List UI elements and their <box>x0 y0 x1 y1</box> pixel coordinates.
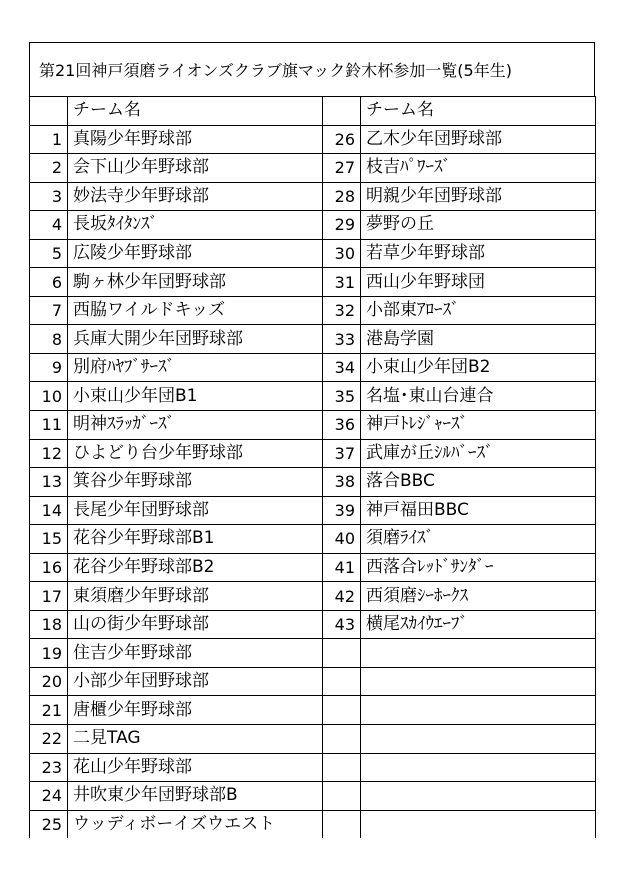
table-row <box>30 525 596 554</box>
table-row <box>30 296 596 325</box>
table-row <box>30 439 596 468</box>
team-number: 14 <box>30 496 68 525</box>
team-name: 乙木少年団野球部 <box>361 125 596 154</box>
team-number: 15 <box>30 525 68 554</box>
table-row <box>30 753 596 782</box>
team-number: 32 <box>323 296 361 325</box>
team-name: 西脇ワイルドキッズ <box>68 296 323 325</box>
team-number: 16 <box>30 553 68 582</box>
team-name: 妙法寺少年野球部 <box>68 182 323 211</box>
team-number: 10 <box>30 382 68 411</box>
team-name: 落合BBC <box>361 468 596 497</box>
team-name: ひよどり台少年野球部 <box>68 439 323 468</box>
team-number: 9 <box>30 353 68 382</box>
team-number: 13 <box>30 468 68 497</box>
team-name-header-right: チーム名 <box>361 97 596 126</box>
table-row <box>30 154 596 183</box>
team-name: 名塩･東山台連合 <box>361 382 596 411</box>
team-name: 神戸ﾄﾚｼﾞｬｰｽﾞ <box>361 411 596 440</box>
table-row <box>30 411 596 440</box>
team-name: 駒ヶ林少年団野球部 <box>68 268 323 297</box>
team-name: 長尾少年団野球部 <box>68 496 323 525</box>
team-number: 38 <box>323 468 361 497</box>
team-name: 枝吉ﾊﾟﾜｰｽﾞ <box>361 154 596 183</box>
team-number: 12 <box>30 439 68 468</box>
team-name: 小束山少年団B2 <box>361 353 596 382</box>
team-number: 19 <box>30 639 68 668</box>
number-header-right <box>323 97 361 126</box>
team-name-header-left: チーム名 <box>68 97 323 126</box>
team-name: 西須磨ｼｰﾎｰｸｽ <box>361 582 596 611</box>
team-name: 山の街少年野球部 <box>68 610 323 639</box>
empty-cell <box>361 696 596 725</box>
team-name: 若草少年野球部 <box>361 239 596 268</box>
number-header-left <box>30 97 68 126</box>
sheet-title: 第21回神戸須磨ライオンズクラブ旗マック鈴木杯参加一覧(5年生) <box>29 42 595 96</box>
team-number: 39 <box>323 496 361 525</box>
team-name: 真陽少年野球部 <box>68 125 323 154</box>
team-number: 27 <box>323 154 361 183</box>
team-name: 小束山少年団B1 <box>68 382 323 411</box>
table-row <box>30 810 596 838</box>
team-name: 花谷少年野球部B1 <box>68 525 323 554</box>
team-number: 17 <box>30 582 68 611</box>
team-number: 26 <box>323 125 361 154</box>
empty-cell <box>323 639 361 668</box>
team-number: 8 <box>30 325 68 354</box>
table-row <box>30 696 596 725</box>
team-name: 長坂ﾀｲﾀﾝｽﾞ <box>68 211 323 240</box>
table-row <box>30 353 596 382</box>
table-row <box>30 639 596 668</box>
team-list-sheet <box>29 42 595 838</box>
team-number: 30 <box>323 239 361 268</box>
table-row <box>30 782 596 811</box>
team-number: 42 <box>323 582 361 611</box>
empty-cell <box>323 696 361 725</box>
team-name: 港島学園 <box>361 325 596 354</box>
table-row <box>30 582 596 611</box>
team-number: 28 <box>323 182 361 211</box>
empty-cell <box>361 782 596 811</box>
empty-cell <box>323 667 361 696</box>
table-row <box>30 239 596 268</box>
table-row <box>30 553 596 582</box>
team-number: 6 <box>30 268 68 297</box>
team-name: 会下山少年野球部 <box>68 154 323 183</box>
team-number: 33 <box>323 325 361 354</box>
empty-cell <box>361 725 596 754</box>
team-number: 40 <box>323 525 361 554</box>
table-row <box>30 125 596 154</box>
empty-cell <box>323 753 361 782</box>
team-number: 4 <box>30 211 68 240</box>
team-name: 明親少年団野球部 <box>361 182 596 211</box>
team-name: 兵庫大開少年団野球部 <box>68 325 323 354</box>
team-number: 1 <box>30 125 68 154</box>
team-name: 西落合ﾚｯﾄﾞｻﾝﾀﾞｰ <box>361 553 596 582</box>
empty-cell <box>361 753 596 782</box>
team-number: 11 <box>30 411 68 440</box>
team-name: 明神ｽﾗｯｶﾞｰｽﾞ <box>68 411 323 440</box>
table-row <box>30 496 596 525</box>
team-name: 井吹東少年団野球部B <box>68 782 323 811</box>
team-number: 36 <box>323 411 361 440</box>
table-row <box>30 211 596 240</box>
table-row <box>30 667 596 696</box>
table-row <box>30 382 596 411</box>
team-name: 唐櫃少年野球部 <box>68 696 323 725</box>
table-row <box>30 268 596 297</box>
team-name: 箕谷少年野球部 <box>68 468 323 497</box>
empty-cell <box>361 667 596 696</box>
team-name: 武庫が丘ｼﾙﾊﾞｰｽﾞ <box>361 439 596 468</box>
table-row <box>30 325 596 354</box>
team-name: 住吉少年野球部 <box>68 639 323 668</box>
team-number: 29 <box>323 211 361 240</box>
team-name: 神戸福田BBC <box>361 496 596 525</box>
header-row <box>30 97 596 126</box>
team-name: 小部少年団野球部 <box>68 667 323 696</box>
team-name: 東須磨少年野球部 <box>68 582 323 611</box>
team-number: 5 <box>30 239 68 268</box>
empty-cell <box>323 810 361 838</box>
team-number: 2 <box>30 154 68 183</box>
team-number: 31 <box>323 268 361 297</box>
team-number: 7 <box>30 296 68 325</box>
team-name: 別府ﾊﾔﾌﾞｻｰｽﾞ <box>68 353 323 382</box>
team-name: 花谷少年野球部B2 <box>68 553 323 582</box>
team-number: 23 <box>30 753 68 782</box>
team-number: 3 <box>30 182 68 211</box>
team-name: 西山少年野球団 <box>361 268 596 297</box>
team-name: ウッディボーイズウエスト <box>68 810 323 838</box>
empty-cell <box>323 782 361 811</box>
team-name: 花山少年野球部 <box>68 753 323 782</box>
team-number: 25 <box>30 810 68 838</box>
team-number: 41 <box>323 553 361 582</box>
team-number: 34 <box>323 353 361 382</box>
team-name: 夢野の丘 <box>361 211 596 240</box>
team-name: 須磨ﾗｲｽﾞ <box>361 525 596 554</box>
team-name: 広陵少年野球部 <box>68 239 323 268</box>
team-number: 21 <box>30 696 68 725</box>
table-row <box>30 610 596 639</box>
team-table <box>29 96 596 838</box>
team-name: 横尾ｽｶｲｳｴｰﾌﾞ <box>361 610 596 639</box>
table-row <box>30 182 596 211</box>
team-name: 小部東ｱﾛｰｽﾞ <box>361 296 596 325</box>
empty-cell <box>323 725 361 754</box>
empty-cell <box>361 639 596 668</box>
team-number: 37 <box>323 439 361 468</box>
team-name: 二見TAG <box>68 725 323 754</box>
table-row <box>30 725 596 754</box>
team-number: 43 <box>323 610 361 639</box>
team-number: 20 <box>30 667 68 696</box>
team-number: 22 <box>30 725 68 754</box>
table-row <box>30 468 596 497</box>
empty-cell <box>361 810 596 838</box>
team-number: 18 <box>30 610 68 639</box>
team-number: 24 <box>30 782 68 811</box>
team-number: 35 <box>323 382 361 411</box>
